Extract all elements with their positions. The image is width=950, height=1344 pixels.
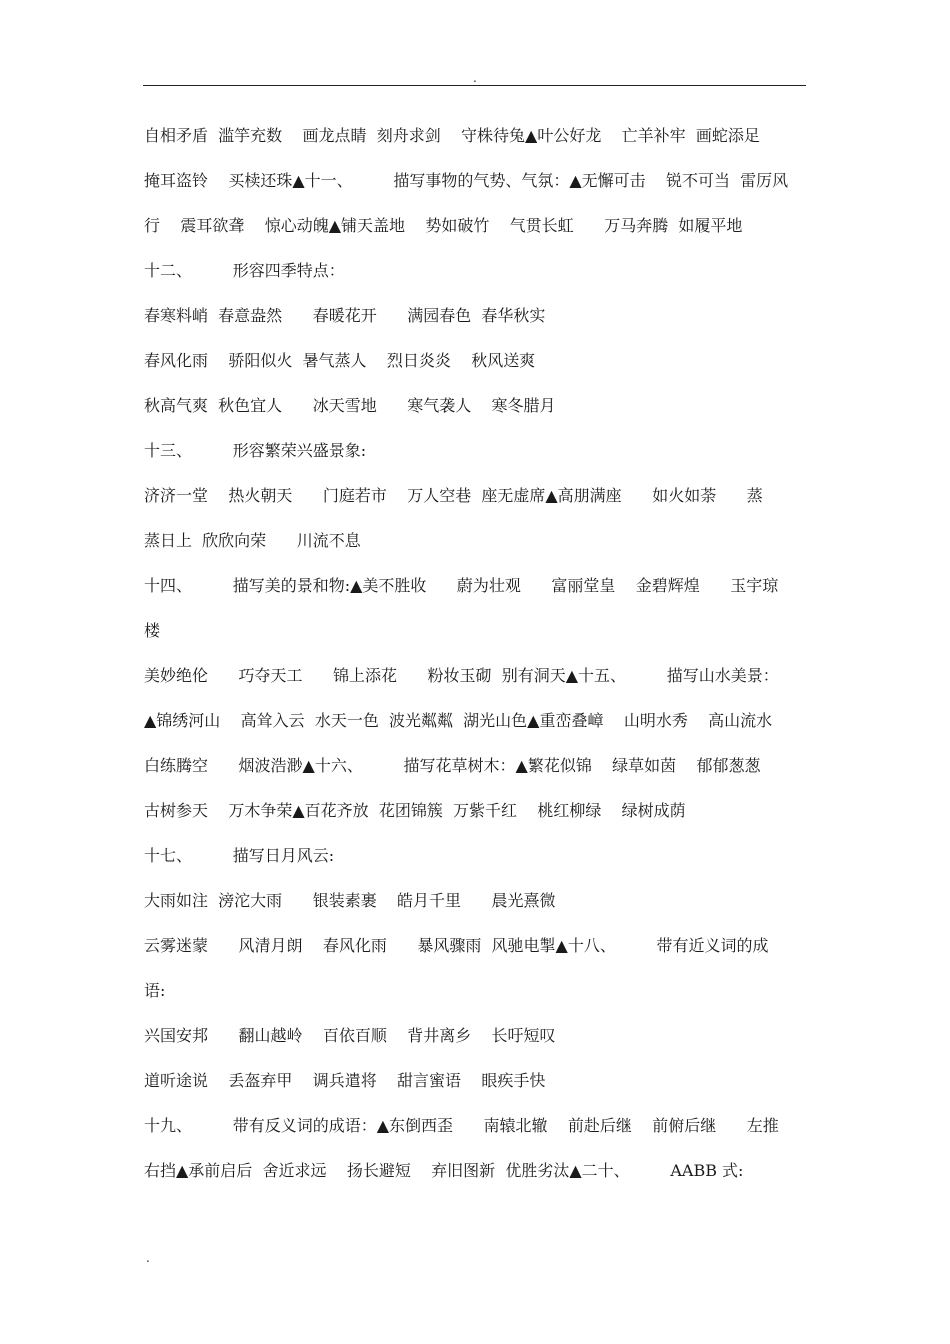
text-line-24: 右挡▲承前启后 舍近求远 扬长避短 弃旧图新 优胜劣汰▲二十、 AABB 式: [144, 1161, 744, 1180]
footer-mark: . [146, 1251, 150, 1265]
text-line-19: 云雾迷蒙 风清月朗 春风化雨 暴风骤雨 风驰电掣▲十八、 带有近义词的成 [144, 936, 769, 955]
text-line-18: 大雨如注 滂沱大雨 银装素裹 皓月千里 晨光熹微 [144, 891, 556, 910]
header-mark: . [473, 71, 477, 85]
text-line-6: 春风化雨 骄阳似火 暑气蒸人 烈日炎炎 秋风送爽 [144, 351, 536, 370]
text-line-22: 道听途说 丢盔弃甲 调兵遣将 甜言蜜语 眼疾手快 [144, 1071, 546, 1090]
text-line-20: 语: [144, 981, 166, 1000]
section-heading-14: 十四、 描写美的景和物:▲美不胜收 蔚为壮观 富丽堂皇 金碧辉煌 玉宇琼 [144, 576, 779, 595]
document-body [144, 113, 810, 1193]
text-line-13: 美妙绝伦 巧夺天工 锦上添花 粉妆玉砌 别有洞天▲十五、 描写山水美景： [144, 666, 779, 685]
text-line-16: 古树参天 万木争荣▲百花齐放 花团锦簇 万紫千红 桃红柳绿 绿树成荫 [144, 801, 686, 820]
text-line-3: 行 震耳欲聋 惊心动魄▲铺天盖地 势如破竹 气贯长虹 万马奔腾 如履平地 [144, 216, 743, 235]
text-line-7: 秋高气爽 秋色宜人 冰天雪地 寒气袭人 寒冬腊月 [144, 396, 556, 415]
text-line-1: 自相矛盾 滥竽充数 画龙点睛 刻舟求剑 守株待兔▲叶公好龙 亡羊补牢 画蛇添足 [144, 126, 760, 145]
text-line-10: 蒸日上 欣欣向荣 川流不息 [144, 531, 361, 550]
section-heading-19: 十九、 带有反义词的成语：▲东倒西歪 南辕北辙 前赴后继 前俯后继 左推 [144, 1116, 779, 1135]
section-heading-12: 十二、 形容四季特点： [144, 261, 345, 280]
section-heading-17: 十七、 描写日月风云: [144, 846, 335, 865]
section-heading-13: 十三、 形容繁荣兴盛景象: [144, 441, 367, 460]
text-line-14: ▲锦绣河山 高耸入云 水天一色 波光粼粼 湖光山色▲重峦叠嶂 山明水秀 高山流水 [144, 711, 773, 730]
text-line-15: 白练腾空 烟波浩渺▲十六、 描写花草树木：▲繁花似锦 绿草如茵 郁郁葱葱 [144, 756, 761, 775]
text-line-5: 春寒料峭 春意盎然 春暖花开 满园春色 春华秋实 [144, 306, 546, 325]
text-line-12: 楼 [144, 621, 161, 640]
text-line-2: 掩耳盗铃 买椟还珠▲十一、 描写事物的气势、气氛：▲无懈可击 锐不可当 雷厉风 [144, 171, 789, 190]
text-line-9: 济济一堂 热火朝天 门庭若市 万人空巷 座无虚席▲高朋满座 如火如荼 蒸 [144, 486, 763, 505]
header-rule [143, 85, 806, 86]
text-line-21: 兴国安邦 翻山越岭 百依百顺 背井离乡 长吁短叹 [144, 1026, 556, 1045]
